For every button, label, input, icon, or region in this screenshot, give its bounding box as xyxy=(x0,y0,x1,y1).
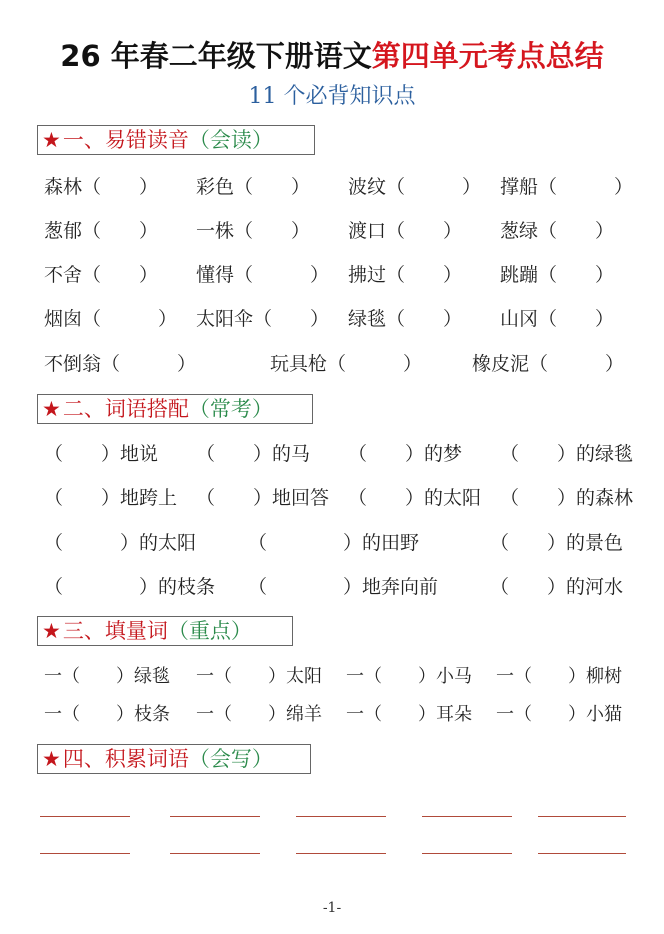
pron-row-1 xyxy=(44,171,636,203)
pron-item: 玩具枪（ ） xyxy=(270,353,423,375)
colloc-row-3 xyxy=(44,527,636,559)
colloc-item: （ ）地跨上 xyxy=(44,487,178,509)
pron-item: 一株（ ） xyxy=(196,220,311,242)
section-note: （重点） xyxy=(167,619,252,643)
colloc-item: （ ）的太阳 xyxy=(348,487,482,509)
colloc-row-4 xyxy=(44,571,636,603)
measure-row-2 xyxy=(44,699,636,731)
pron-item: 山冈（ ） xyxy=(500,308,615,330)
answer-line[interactable] xyxy=(170,816,260,817)
colloc-row-1 xyxy=(44,438,636,470)
answer-line[interactable] xyxy=(422,853,512,854)
pron-item: 跳蹦（ ） xyxy=(500,264,615,286)
star-icon: ★ xyxy=(42,747,61,771)
pron-item: 波纹（ ） xyxy=(348,176,482,198)
pron-item: 彩色（ ） xyxy=(196,176,311,198)
section-title: 四、积累词语 xyxy=(62,747,189,771)
pron-item: 葱绿（ ） xyxy=(500,220,615,242)
measure-item: 一（ ）太阳 xyxy=(196,666,322,687)
pron-item: 渡口（ ） xyxy=(348,220,463,242)
section-title: 三、填量词 xyxy=(62,619,168,643)
pron-item: 不舍（ ） xyxy=(44,264,159,286)
colloc-item: （ ）的太阳 xyxy=(44,532,197,554)
page-title xyxy=(0,36,664,76)
section-title: 二、词语搭配 xyxy=(62,397,189,421)
colloc-item: （ ）的景色 xyxy=(490,532,624,554)
colloc-item: （ ）的森林 xyxy=(500,487,634,509)
answer-line[interactable] xyxy=(538,816,626,817)
colloc-item: （ ）地说 xyxy=(44,443,159,465)
colloc-item: （ ）的绿毯 xyxy=(500,443,634,465)
answer-line[interactable] xyxy=(40,816,130,817)
section-3-header xyxy=(37,616,293,646)
title-black: 26 年春二年级下册语文 xyxy=(60,39,372,73)
colloc-item: （ ）的梦 xyxy=(348,443,463,465)
section-note: （会写） xyxy=(188,747,273,771)
colloc-item: （ ）地奔向前 xyxy=(248,576,439,598)
pron-item: 太阳伞（ ） xyxy=(196,308,330,330)
answer-line[interactable] xyxy=(296,853,386,854)
pron-item: 撑船（ ） xyxy=(500,176,634,198)
measure-item: 一（ ）柳树 xyxy=(496,666,622,687)
page-number: -1- xyxy=(322,900,342,916)
measure-row-1 xyxy=(44,661,636,693)
answer-line[interactable] xyxy=(538,853,626,854)
section-4-header xyxy=(37,744,311,774)
measure-item: 一（ ）小猫 xyxy=(496,704,622,725)
answer-line[interactable] xyxy=(296,816,386,817)
pron-row-3 xyxy=(44,259,636,291)
pron-item: 森林（ ） xyxy=(44,176,159,198)
measure-item: 一（ ）枝条 xyxy=(44,704,170,725)
measure-item: 一（ ）小马 xyxy=(346,666,472,687)
section-title: 一、易错读音 xyxy=(62,128,189,152)
pron-item: 烟囱（ ） xyxy=(44,308,178,330)
measure-item: 一（ ）绿毯 xyxy=(44,666,170,687)
pron-item: 橡皮泥（ ） xyxy=(472,353,625,375)
pron-row-5 xyxy=(44,348,636,380)
colloc-item: （ ）的马 xyxy=(196,443,311,465)
section-note: （会读） xyxy=(188,128,273,152)
title-red: 第四单元考点总结 xyxy=(371,39,604,73)
answer-line[interactable] xyxy=(170,853,260,854)
pron-row-4 xyxy=(44,303,636,335)
page-subtitle: 11 个必背知识点 xyxy=(248,84,416,109)
pron-item: 葱郁（ ） xyxy=(44,220,159,242)
answer-line[interactable] xyxy=(422,816,512,817)
colloc-item: （ ）的田野 xyxy=(248,532,420,554)
star-icon: ★ xyxy=(42,128,61,152)
pron-item: 绿毯（ ） xyxy=(348,308,463,330)
pron-item: 不倒翁（ ） xyxy=(44,353,197,375)
star-icon: ★ xyxy=(42,397,61,421)
measure-item: 一（ ）绵羊 xyxy=(196,704,322,725)
colloc-item: （ ）的枝条 xyxy=(44,576,216,598)
colloc-row-2 xyxy=(44,482,636,514)
pron-item: 懂得（ ） xyxy=(196,264,330,286)
colloc-item: （ ）的河水 xyxy=(490,576,624,598)
section-1-header xyxy=(37,125,315,155)
section-2-header xyxy=(37,394,313,424)
measure-item: 一（ ）耳朵 xyxy=(346,704,472,725)
answer-line[interactable] xyxy=(40,853,130,854)
pron-row-2 xyxy=(44,215,636,247)
colloc-item: （ ）地回答 xyxy=(196,487,330,509)
pron-item: 拂过（ ） xyxy=(348,264,463,286)
star-icon: ★ xyxy=(42,619,61,643)
section-note: （常考） xyxy=(188,397,273,421)
